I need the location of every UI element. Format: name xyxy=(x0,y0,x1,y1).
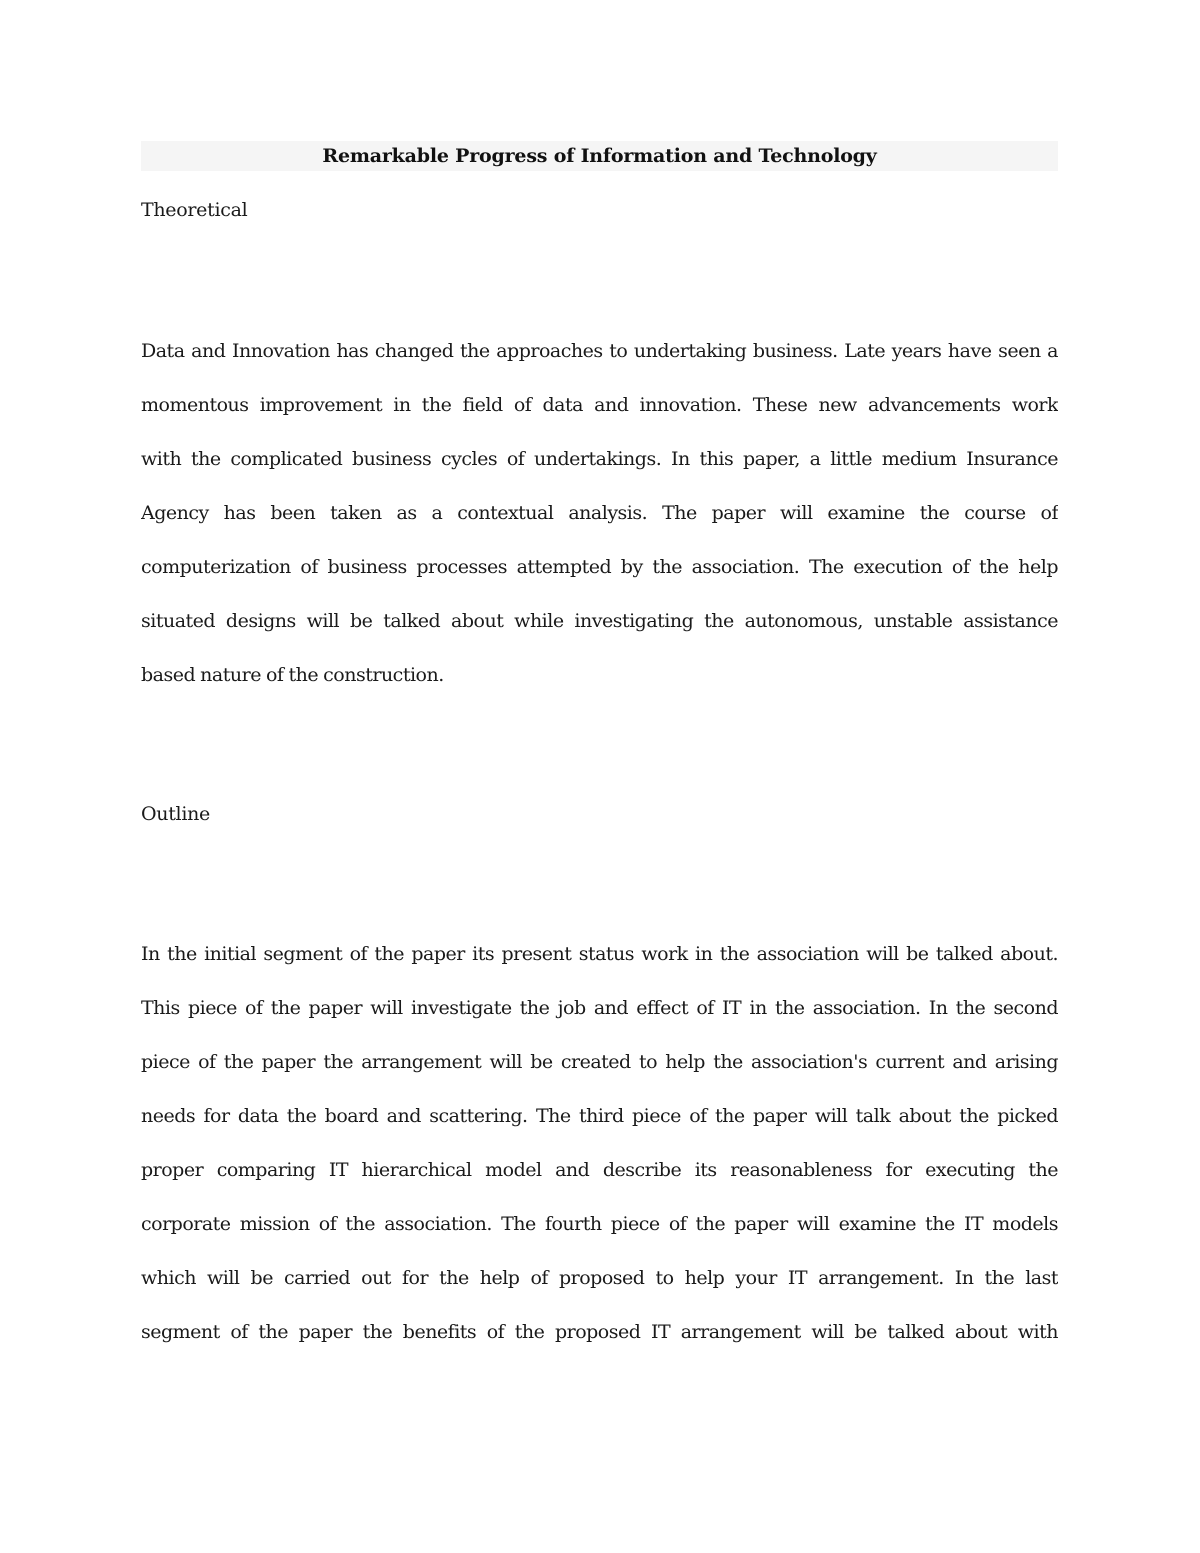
paragraph-line: piece of the paper the arrangement will be created to help the association's current and arising xyxy=(141,1051,1058,1073)
document-title: Remarkable Progress of Information and Technology xyxy=(322,145,877,167)
paragraph-line: In the initial segment of the paper its present status work in the association will be talked about. xyxy=(141,943,1058,965)
paragraph-outline xyxy=(141,927,1058,1359)
paragraph-line: with the complicated business cycles of undertakings. In this paper, a little medium Insurance xyxy=(141,448,1058,470)
paragraph-line: Agency has been taken as a contextual analysis. The paper will examine the course of xyxy=(141,502,1058,524)
paragraph-line: corporate mission of the association. The fourth piece of the paper will examine the IT models xyxy=(141,1213,1058,1235)
paragraph-line: This piece of the paper will investigate the job and effect of IT in the association. In the second xyxy=(141,997,1058,1019)
paragraph-line: proper comparing IT hierarchical model and describe its reasonableness for executing the xyxy=(141,1159,1058,1181)
paragraph-line: segment of the paper the benefits of the proposed IT arrangement will be talked about with xyxy=(141,1321,1058,1343)
paragraph-line: needs for data the board and scattering. The third piece of the paper will talk about the picked xyxy=(141,1105,1058,1127)
paragraph-line: Data and Innovation has changed the approaches to undertaking business. Late years have seen a xyxy=(141,340,1058,362)
paragraph-line: momentous improvement in the field of data and innovation. These new advancements work xyxy=(141,394,1058,416)
section-heading-outline: Outline xyxy=(141,803,210,825)
section-heading-theoretical: Theoretical xyxy=(141,199,248,221)
paragraph-line: computerization of business processes attempted by the association. The execution of the help xyxy=(141,556,1058,578)
paragraph-line: based nature of the construction. xyxy=(141,664,444,686)
paragraph-line: which will be carried out for the help of proposed to help your IT arrangement. In the last xyxy=(141,1267,1058,1289)
paragraph-line: situated designs will be talked about while investigating the autonomous, unstable assistance xyxy=(141,610,1058,632)
paragraph-theoretical xyxy=(141,324,1058,702)
